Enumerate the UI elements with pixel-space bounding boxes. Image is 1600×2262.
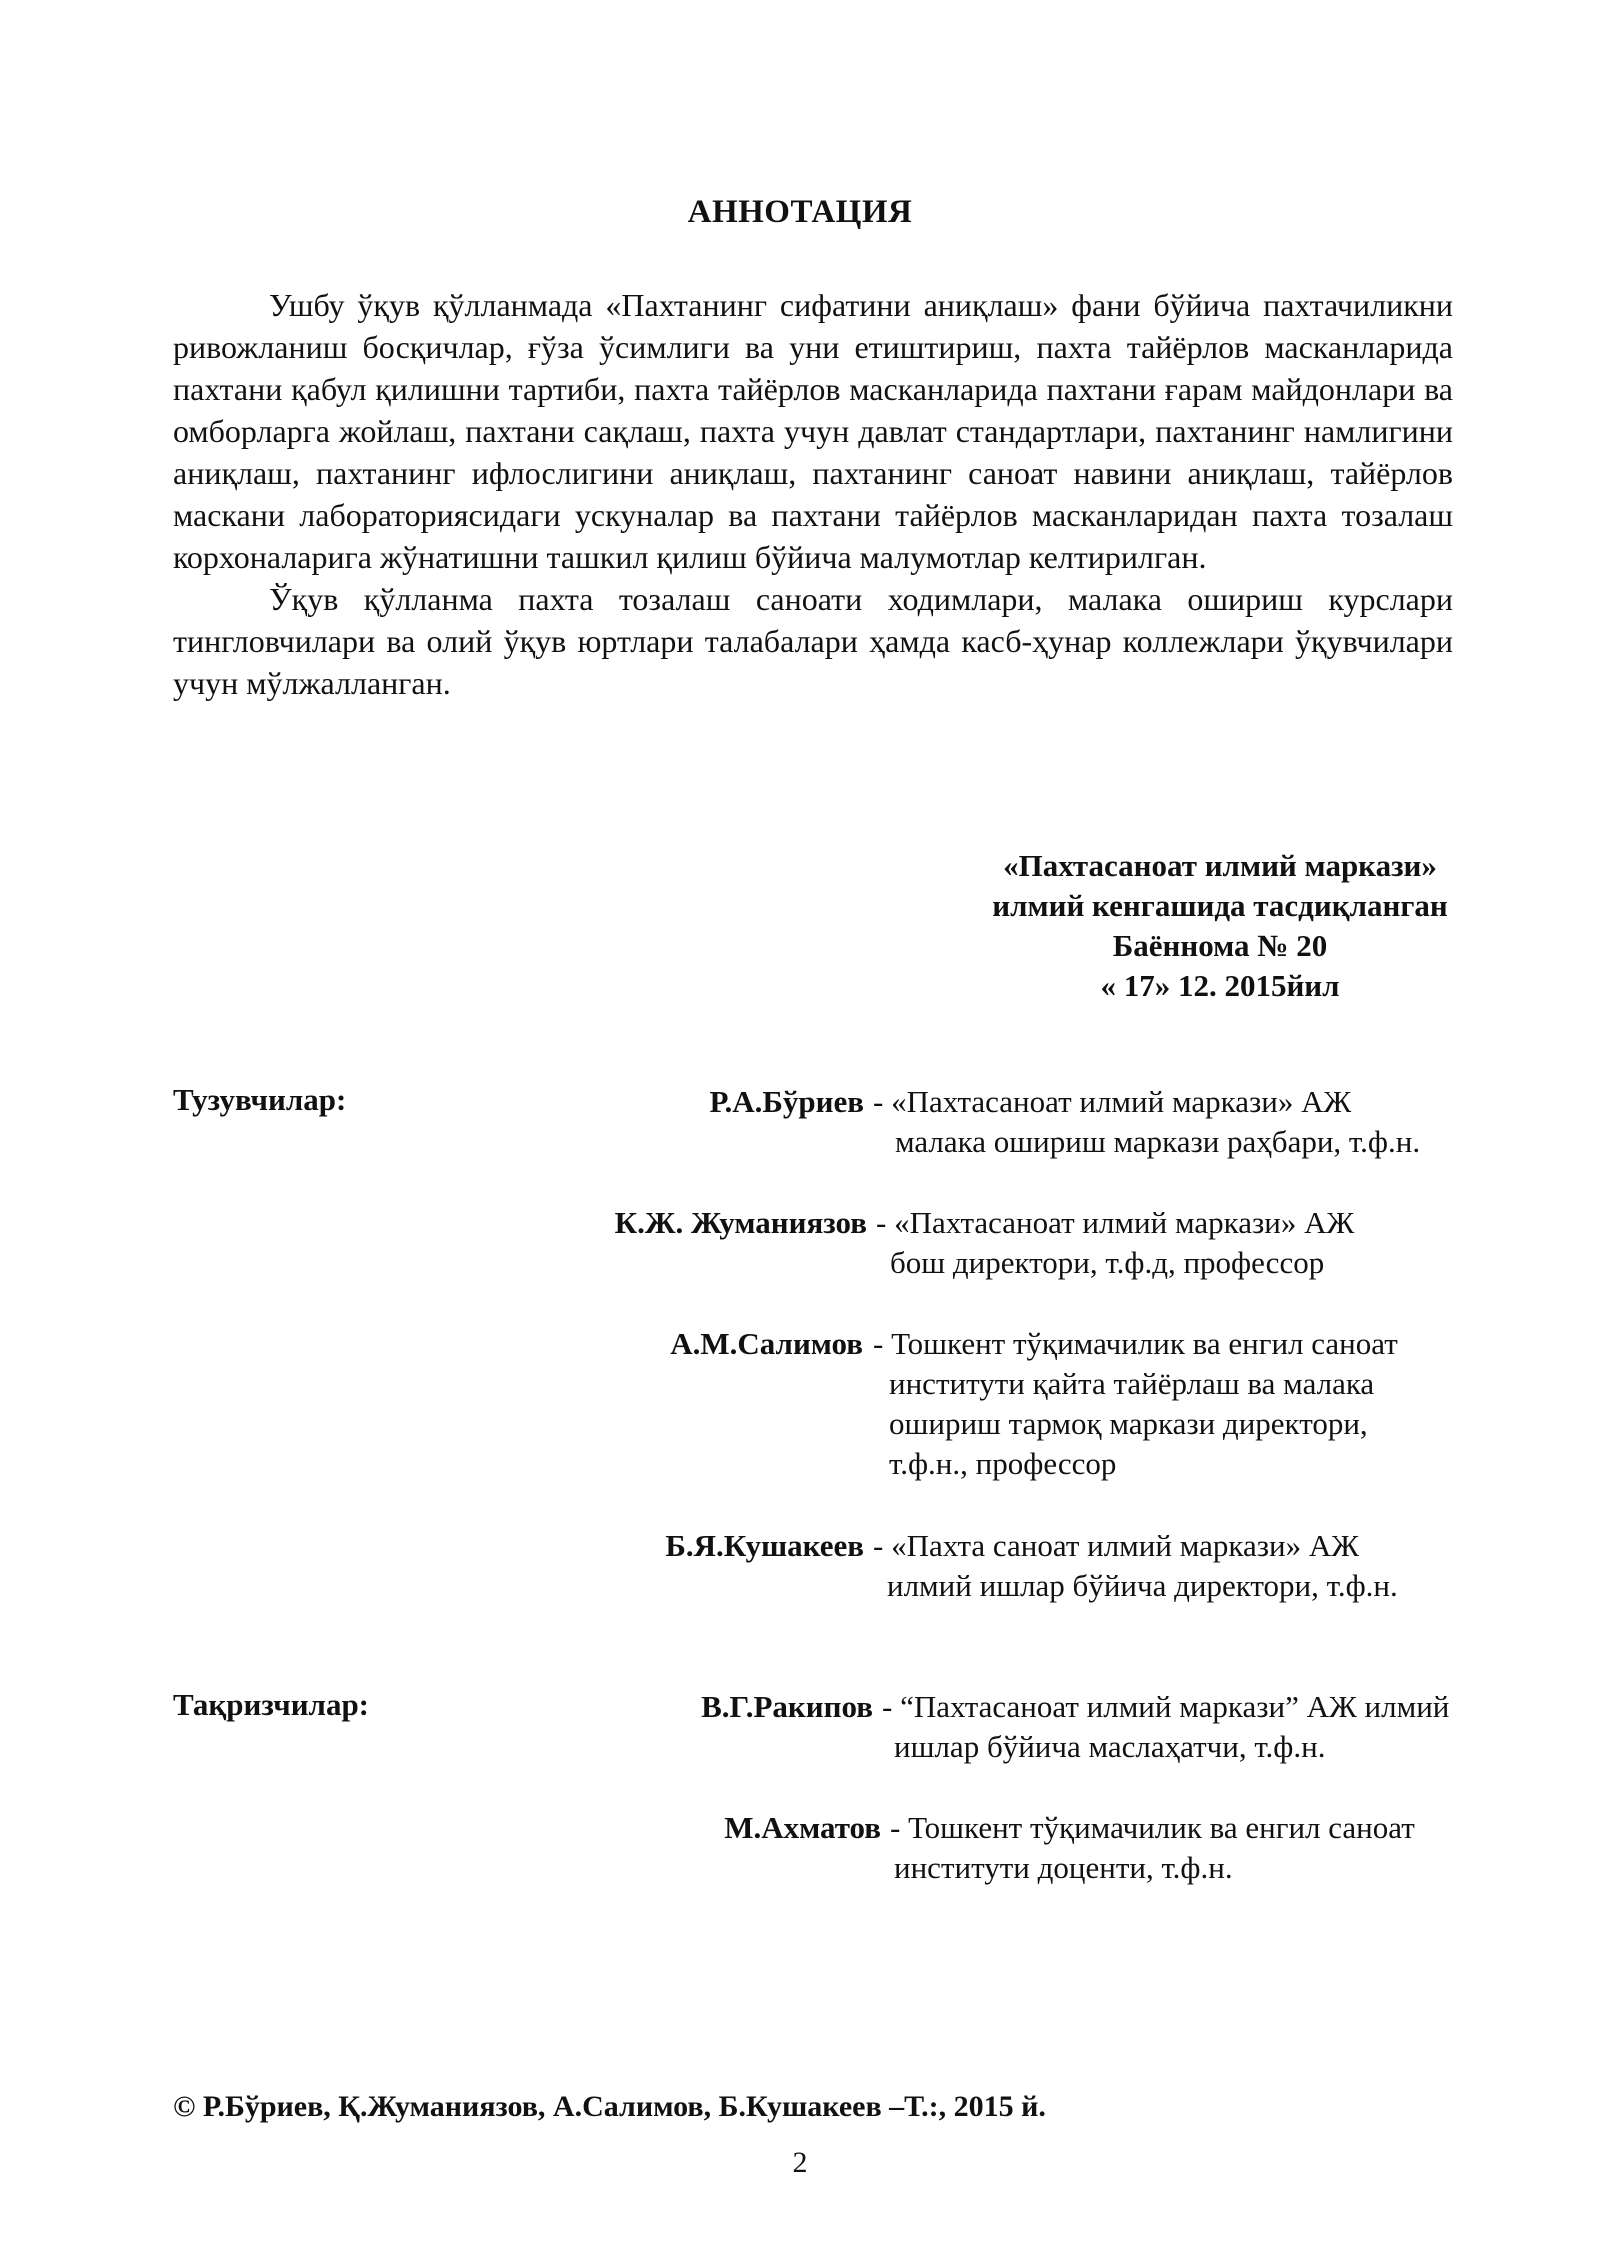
reviewer-name: В.Г.Ракипов: [701, 1689, 873, 1724]
author-description-line: ошириш тармоқ маркази директори,: [889, 1406, 1368, 1441]
reviewer-description: [890, 1808, 1415, 1888]
page-title: АННОТАЦИЯ: [687, 194, 913, 230]
author-name: А.М.Салимов: [670, 1326, 863, 1361]
annotation-paragraph-1: Ушбу ўқув қўлланмада «Пахтанинг сифатини аниқлаш» фани бўйича пахтачиликни ривожланиш босқичлар, ғўза ўсимлиги ва уни етиштириш, пахта тайёрлов масканларида пахтани қабул қилишни тартиби, пахта тайёрлов масканларида пахтани ғарам майдонлари ва омборларга жойлаш, пахтани сақлаш, пахта учун давлат стандартлари, пахтанинг намлигини аниқлаш, пахтанинг ифлослигини аниқлаш, пахтанинг саноат навини аниқлаш, тайёрлов маскани лабораториясидаги ускуналар ва пахтани тайёрлов масканларидан пахта тозалаш корхоналарига жўнатишни ташкил қилиш бўйича малумотлар келтирилган.: [173, 287, 1453, 575]
author-description: [876, 1203, 1354, 1283]
authors-label: Тузувчилар:: [173, 1082, 347, 1117]
author-description: [873, 1082, 1420, 1162]
author-name: Б.Я.Кушакеев: [665, 1528, 864, 1563]
author-description-line: т.ф.н., профессор: [889, 1446, 1117, 1481]
annotation-paragraph-2: Ўқув қўлланма пахта тозалаш саноати ходимлари, малака ошириш курслари тингловчилари ва олий ўқув юртлари талабалари ҳамда касб-ҳунар коллежлари ўқувчилари учун мўлжалланган.: [173, 581, 1453, 701]
reviewer-name: М.Ахматов: [724, 1810, 881, 1845]
page-number: 2: [792, 2146, 808, 2179]
reviewer-description-line: ишлар бўйича маслаҳатчи, т.ф.н.: [894, 1729, 1326, 1764]
reviewer-description-line: - Тошкент тўқимачилик ва енгил саноат: [890, 1810, 1415, 1845]
reviewer-description: [882, 1687, 1449, 1767]
author-description-line: - «Пахта саноат илмий маркази» АЖ: [873, 1528, 1359, 1563]
author-description: [873, 1526, 1398, 1606]
reviewer-description-line: - “Пахтасаноат илмий маркази” АЖ илмий: [882, 1689, 1450, 1724]
author-description-line: малака ошириш маркази раҳбари, т.ф.н.: [895, 1124, 1421, 1159]
author-description-line: - «Пахтасаноат илмий маркази» АЖ: [876, 1205, 1355, 1240]
approval-line: « 17» 12. 2015йил: [1100, 968, 1340, 1003]
approval-line: Баённома № 20: [1112, 928, 1328, 963]
approval-line: илмий кенгашида тасдиқланган: [992, 888, 1448, 923]
author-description-line: бош директори, т.ф.д, профессор: [890, 1245, 1325, 1280]
reviewers-label: Тақризчилар:: [173, 1687, 370, 1722]
author-name: Р.А.Бўриев: [709, 1084, 864, 1119]
author-name: К.Ж. Жуманиязов: [614, 1205, 867, 1240]
approval-line: «Пахтасаноат илмий маркази»: [1003, 848, 1437, 883]
author-description-line: - Тошкент тўқимачилик ва енгил саноат: [873, 1326, 1398, 1361]
author-description-line: - «Пахтасаноат илмий маркази» АЖ: [873, 1084, 1352, 1119]
author-description: [873, 1324, 1398, 1484]
author-description-line: институти қайта тайёрлаш ва малака: [889, 1366, 1375, 1401]
annotation-text: [173, 284, 1453, 704]
copyright-notice: © Р.Бўриев, Қ.Жуманиязов, А.Салимов, Б.Кушакеев –Т.:, 2015 й.: [173, 2090, 1046, 2123]
approval-block: [880, 846, 1560, 1006]
author-description-line: илмий ишлар бўйича директори, т.ф.н.: [887, 1568, 1398, 1603]
reviewer-description-line: институти доценти, т.ф.н.: [894, 1850, 1233, 1885]
